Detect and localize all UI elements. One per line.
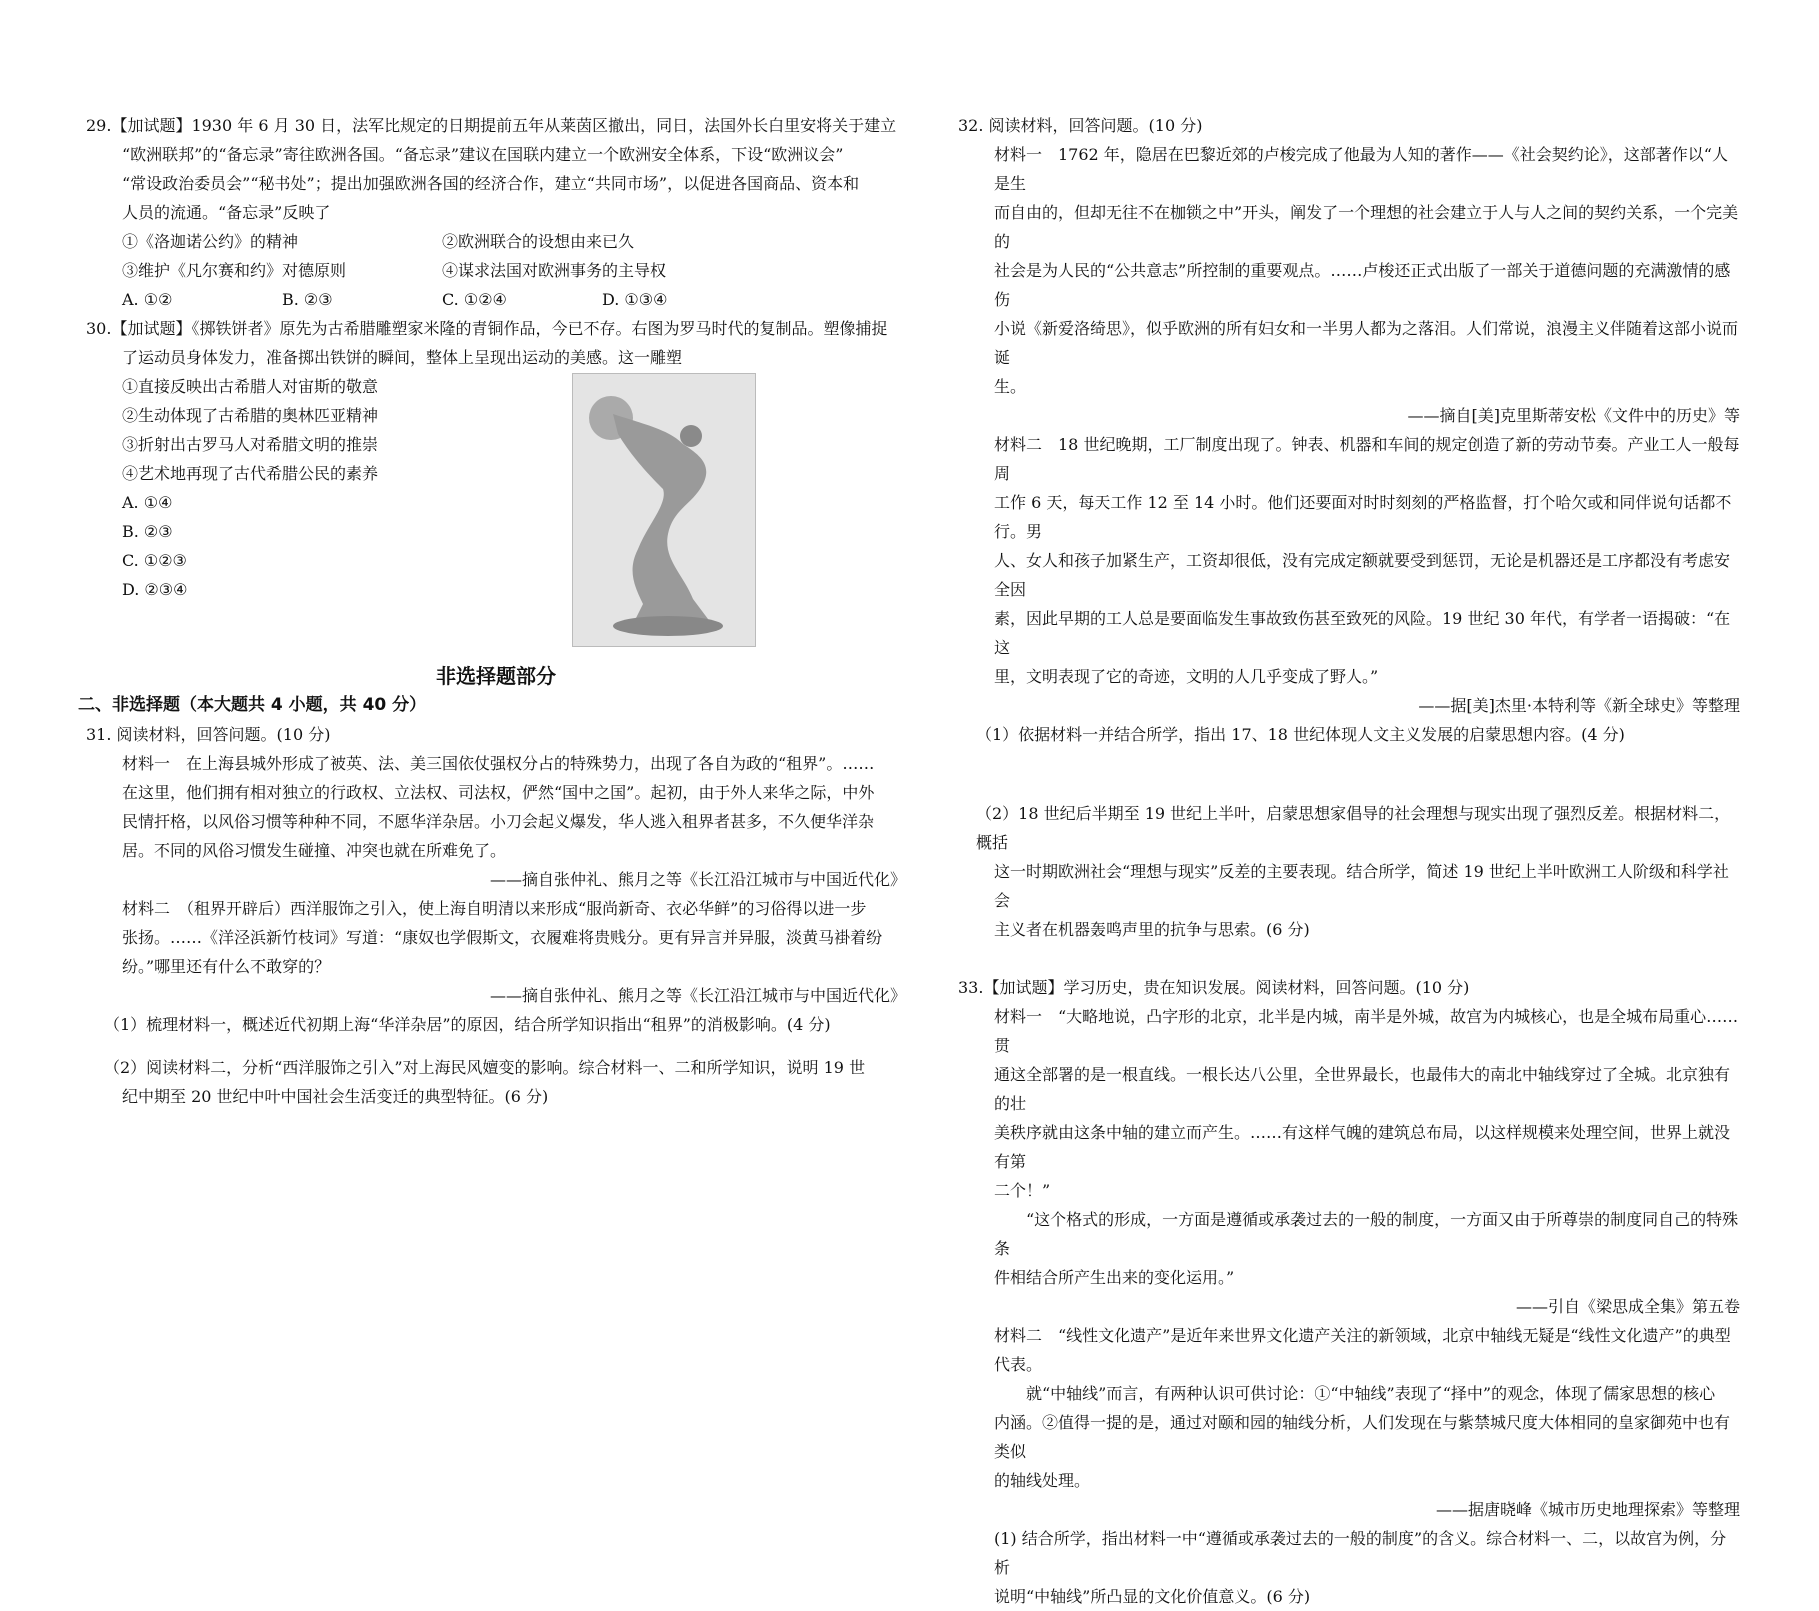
q32-material-line: 而自由的，但却无往不在枷锁之中”开头，阐发了一个理想的社会建立于人与人之间的契约关系，一个完美的 <box>994 203 1739 251</box>
q32-subquestion-1: （1）依据材料一并结合所学，指出 17、18 世纪体现人文主义发展的启蒙思想内容。(4 分) <box>976 725 1625 744</box>
q32-material-line: 人、女人和孩子加紧生产，工资却很低，没有完成定额就要受到惩罚，无论是机器还是工序都没有考虑安全因 <box>994 551 1731 599</box>
q30-item: ③折射出古罗马人对希腊文明的推崇 <box>122 435 379 454</box>
q33-material-line: 就“中轴线”而言，有两种认识可供讨论：①“中轴线”表现了“择中”的观念，体现了儒家思想的核心 <box>1026 1384 1716 1403</box>
q29-items-row <box>86 227 906 256</box>
q31-subquestion-2: 纪中期至 20 世纪中叶中国社会生活变迁的典型特征。(6 分) <box>122 1087 549 1106</box>
q32-material-line: 社会是为人民的“公共意志”所控制的重要观点。……卢梭还正式出版了一部关于道德问题的充满激情的感伤 <box>994 261 1731 309</box>
q30-line: 30.【加试题】《掷铁饼者》原先为古希腊雕塑家米隆的青铜作品，今已不存。右图为罗马时代的复制品。塑像捕捉 <box>86 319 888 338</box>
q29-items-row <box>86 256 906 285</box>
left-column <box>78 111 906 1111</box>
q30-option-c: C. ①②③ <box>122 551 187 570</box>
q30-line: 了运动员身体发力，准备掷出铁饼的瞬间，整体上呈现出运动的美感。这一雕塑 <box>122 348 683 367</box>
question-31 <box>86 720 906 1111</box>
q29-item: ②欧洲联合的设想由来已久 <box>442 232 635 251</box>
q29-item: ④谋求法国对欧洲事务的主导权 <box>442 261 667 280</box>
q33-title: 33.【加试题】学习历史，贵在知识发展。阅读材料，回答问题。(10 分) <box>958 978 1470 997</box>
q32-material-line: 材料一 1762 年，隐居在巴黎近郊的卢梭完成了他最为人知的著作——《社会契约论》，这部著作以“人是生 <box>994 145 1728 193</box>
q31-source-1: ——摘自张仲礼、熊月之等《长江沿江城市与中国近代化》 <box>489 870 906 889</box>
question-29 <box>86 111 906 314</box>
q29-options-row <box>86 285 906 314</box>
q31-source-2: ——摘自张仲礼、熊月之等《长江沿江城市与中国近代化》 <box>489 986 906 1005</box>
section-subtitle: 二、非选择题（本大题共 4 小题，共 40 分） <box>78 695 427 715</box>
q29-option-a: A. ①② <box>122 290 173 309</box>
q29-line: “常设政治委员会”“秘书处”；提出加强欧洲各国的经济合作，建立“共同市场”，以促进各国商品、资本和 <box>122 174 860 193</box>
q29-line: “欧洲联邦”的“备忘录”寄往欧洲各国。“备忘录”建议在国联内建立一个欧洲安全体系，下设“欧洲议会” <box>122 145 844 164</box>
question-30 <box>86 314 906 604</box>
q33-material-line: 代表。 <box>994 1355 1043 1374</box>
q30-item: ①直接反映出古希腊人对宙斯的敬意 <box>122 377 379 396</box>
q29-option-c: C. ①②④ <box>442 290 507 309</box>
q31-subquestion-2: （2）阅读材料二，分析“西洋服饰之引入”对上海民风嬗变的影响。综合材料一、二和所学知识，说明 19 世 <box>104 1058 866 1077</box>
section-title: 非选择题部分 <box>436 664 556 688</box>
q31-material-line: 民情扞格，以风俗习惯等种种不同，不愿华洋杂居。小刀会起义爆发，华人逃入租界者甚多，不久便华洋杂 <box>122 812 875 831</box>
q32-title: 32. 阅读材料，回答问题。(10 分) <box>958 116 1203 135</box>
q33-subquestion-1: 说明“中轴线”所凸显的文化价值意义。(6 分) <box>994 1587 1311 1606</box>
q29-line: 29.【加试题】1930 年 6 月 30 日，法军比规定的日期提前五年从莱茵区撤出，同日，法国外长白里安将关于建立 <box>86 116 897 135</box>
q33-material-line: 二个！” <box>994 1181 1051 1200</box>
q29-line: 人员的流通。“备忘录”反映了 <box>122 203 331 222</box>
q31-material-line: 居。不同的风俗习惯发生碰撞、冲突也就在所难免了。 <box>122 841 507 860</box>
right-column <box>958 111 1740 1611</box>
q29-option-b: B. ②③ <box>282 290 333 309</box>
q31-material-line: 张扬。……《洋泾浜新竹枝词》写道：“康奴也学假斯文，衣履难将贵贱分。更有异言并异服，淡黄马褂着纷 <box>122 928 883 947</box>
q32-material-line: 里，文明表现了它的奇迹，文明的人几乎变成了野人。” <box>994 667 1379 686</box>
q32-subquestion-2: 主义者在机器轰鸣声里的抗争与思索。(6 分) <box>994 920 1310 939</box>
q33-material-line: 通这全部署的是一根直线。一根长达八公里，全世界最长，也最伟大的南北中轴线穿过了全城。北京独有的壮 <box>994 1065 1731 1113</box>
q33-source-2: ——据唐晓峰《城市历史地理探索》等整理 <box>1435 1500 1740 1519</box>
q33-material-line: 材料二 “线性文化遗产”是近年来世界文化遗产关注的新领域，北京中轴线无疑是“线性文化遗产”的典型 <box>994 1326 1731 1345</box>
question-32 <box>958 111 1740 944</box>
q30-option-a: A. ①④ <box>122 493 173 512</box>
q29-item: ③维护《凡尔赛和约》对德原则 <box>122 261 347 280</box>
question-33 <box>958 973 1740 1611</box>
q32-subquestion-2: （2）18 世纪后半期至 19 世纪上半叶，启蒙思想家倡导的社会理想与现实出现了强烈反差。根据材料二，概括 <box>976 804 1731 852</box>
q33-material-line: 材料一 “大略地说，凸字形的北京，北半是内城，南半是外城，故宫为内城核心，也是全城布局重心……贯 <box>994 1007 1739 1055</box>
q32-material-line: 素，因此早期的工人总是要面临发生事故致伤甚至致死的风险。19 世纪 30 年代，有学者一语揭破：“在这 <box>994 609 1731 657</box>
q33-material-line: 的轴线处理。 <box>994 1471 1091 1490</box>
q33-material-line: “这个格式的形成，一方面是遵循或承袭过去的一般的制度，一方面又由于所尊崇的制度同自己的特殊条 <box>994 1210 1739 1258</box>
q32-material-line: 生。 <box>994 377 1027 396</box>
q33-material-line: 美秩序就由这条中轴的建立而产生。……有这样气魄的建筑总布局，以这样规模来处理空间，世界上就没有第 <box>994 1123 1731 1171</box>
q30-item: ④艺术地再现了古代希腊公民的素养 <box>122 464 379 483</box>
q31-title: 31. 阅读材料，回答问题。(10 分) <box>86 725 331 744</box>
q32-source-1: ——摘自[美]克里斯蒂安松《文件中的历史》等 <box>1407 406 1740 425</box>
q31-material-line: 在这里，他们拥有相对独立的行政权、立法权、司法权，俨然“国中之国”。起初，由于外人来华之际，中外 <box>122 783 875 802</box>
q29-item: ①《洛迦诺公约》的精神 <box>122 232 299 251</box>
q31-material-line: 材料一 在上海县城外形成了被英、法、美三国依仗强权分占的特殊势力，出现了各自为政的“租界”。…… <box>122 754 875 773</box>
q32-subquestion-2: 这一时期欧洲社会“理想与现实”反差的主要表现。结合所学，简述 19 世纪上半叶欧洲工人阶级和科学社会 <box>994 862 1729 910</box>
q32-material-line: 工作 6 天，每天工作 12 至 14 小时。他们还要面对时时刻刻的严格监督，打个哈欠或和同伴说句话都不行。男 <box>994 493 1732 541</box>
q32-material-line: 小说《新爱洛绮思》，似乎欧洲的所有妇女和一半男人都为之落泪。人们常说，浪漫主义伴随着这部小说而诞 <box>994 319 1739 367</box>
q33-material-line: 内涵。②值得一提的是，通过对颐和园的轴线分析，人们发现在与紫禁城尺度大体相同的皇家御苑中也有类似 <box>994 1413 1731 1461</box>
q33-subquestion-1: (1) 结合所学，指出材料一中“遵循或承袭过去的一般的制度”的含义。综合材料一、二，以故宫为例，分析 <box>994 1529 1727 1577</box>
q33-source-1: ——引自《梁思成全集》第五卷 <box>1515 1297 1740 1316</box>
discobolus-figure-icon <box>573 374 755 646</box>
q31-subquestion-1: （1）梳理材料一，概述近代初期上海“华洋杂居”的原因，结合所学知识指出“租界”的消极影响。(4 分) <box>104 1015 831 1034</box>
discobolus-statue-image <box>572 373 756 647</box>
q32-source-2: ——据[美]杰里·本特利等《新全球史》等整理 <box>1418 696 1740 715</box>
q29-option-d: D. ①③④ <box>602 290 668 309</box>
q31-material-line: 材料二 （租界开辟后）西洋服饰之引入，使上海自明清以来形成“服尚新奇、衣必华鲜”的习俗得以进一步 <box>122 899 867 918</box>
q30-option-d: D. ②③④ <box>122 580 188 599</box>
q32-material-line: 材料二 18 世纪晚期，工厂制度出现了。钟表、机器和车间的规定创造了新的劳动节奏。产业工人一般每周 <box>994 435 1740 483</box>
q30-item: ②生动体现了古希腊的奥林匹亚精神 <box>122 406 379 425</box>
q30-option-b: B. ②③ <box>122 522 173 541</box>
q33-material-line: 件相结合所产生出来的变化运用。” <box>994 1268 1235 1287</box>
q31-material-line: 纷。”哪里还有什么不敢穿的？ <box>122 957 331 976</box>
